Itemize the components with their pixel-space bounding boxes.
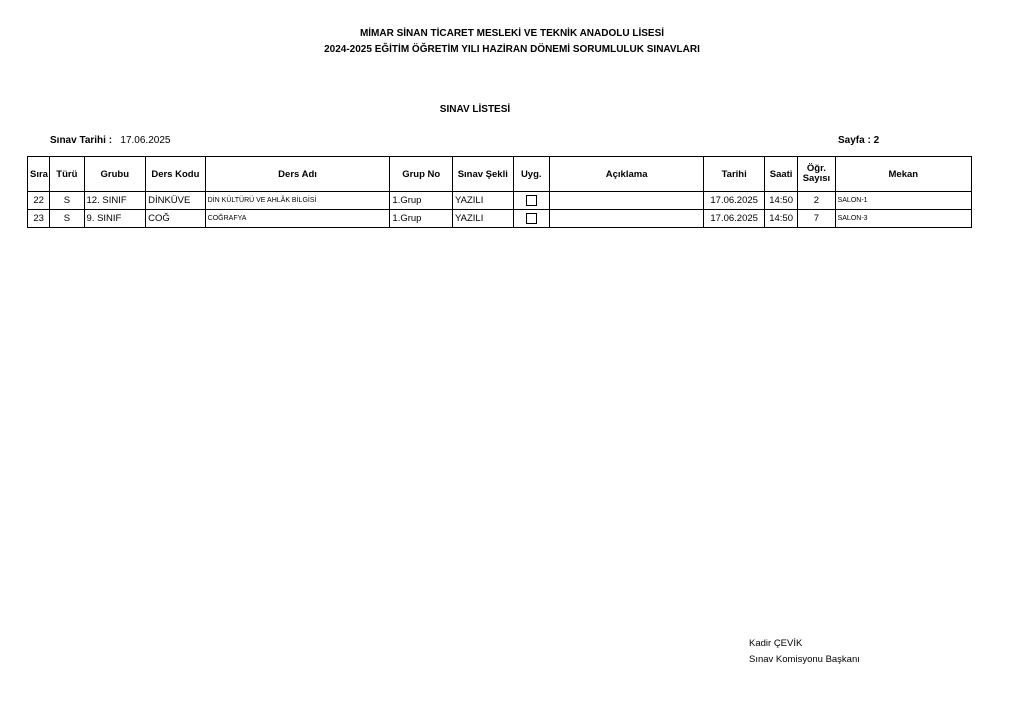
- cell-sinav-sekli: YAZILI: [453, 192, 514, 210]
- cell-saati: 14:50: [764, 210, 797, 228]
- exam-date-label: Sınav Tarihi :: [50, 135, 113, 146]
- cell-ogr-sayisi: 7: [798, 210, 835, 228]
- cell-uyg: [513, 210, 549, 228]
- cell-tarihi: 17.06.2025: [704, 192, 765, 210]
- cell-ders-adi: COĞRAFYA: [205, 210, 390, 228]
- cell-sira: 22: [28, 192, 50, 210]
- col-grubu: Grubu: [84, 157, 146, 192]
- col-saati: Saati: [764, 157, 797, 192]
- uyg-checkbox[interactable]: [526, 213, 537, 224]
- list-title: SINAV LİSTESİ: [439, 104, 511, 115]
- cell-grubu: 12. SINIF: [84, 192, 146, 210]
- cell-grubu: 9. SINIF: [84, 210, 146, 228]
- uyg-checkbox[interactable]: [526, 195, 537, 206]
- cell-saati: 14:50: [764, 192, 797, 210]
- cell-tarihi: 17.06.2025: [704, 210, 765, 228]
- col-ogr-sayisi: [798, 157, 835, 192]
- col-grup-no: Grup No: [390, 157, 453, 192]
- cell-sinav-sekli: YAZILI: [453, 210, 514, 228]
- cell-ders-kodu: COĞ: [146, 210, 206, 228]
- cell-uyg: [513, 192, 549, 210]
- col-turu: Türü: [50, 157, 84, 192]
- col-sira: Sıra: [28, 157, 50, 192]
- page-label: Sayfa :: [838, 135, 871, 146]
- signature-title: Sınav Komisyonu Başkanı: [749, 654, 860, 665]
- col-aciklama: Açıklama: [549, 157, 703, 192]
- col-ogr-sayisi-line1: Öğr.: [806, 163, 826, 174]
- col-ders-kodu: Ders Kodu: [146, 157, 206, 192]
- page-value: 2: [873, 135, 880, 146]
- signature-name: Kadir ÇEVİK: [749, 638, 803, 649]
- cell-aciklama: [549, 210, 703, 228]
- cell-mekan: SALON-3: [835, 210, 971, 228]
- cell-turu: S: [50, 210, 84, 228]
- col-tarihi: Tarihi: [704, 157, 765, 192]
- exam-date: [50, 135, 170, 146]
- cell-ders-kodu: DİNKÜVE: [146, 192, 206, 210]
- col-ogr-sayisi-line2: Sayısı: [802, 173, 831, 184]
- cell-grup-no: 1.Grup: [390, 210, 453, 228]
- cell-aciklama: [549, 192, 703, 210]
- exam-period-title: 2024-2025 EĞİTİM ÖĞRETİM YILI HAZİRAN DÖNEMİ SORUMLULUK SINAVLARI: [324, 44, 700, 55]
- table-header-row: [28, 157, 972, 192]
- school-name: MİMAR SİNAN TİCARET MESLEKİ VE TEKNİK ANADOLU LİSESİ: [359, 28, 665, 39]
- cell-grup-no: 1.Grup: [390, 192, 453, 210]
- col-ders-adi: Ders Adı: [205, 157, 390, 192]
- cell-sira: 23: [28, 210, 50, 228]
- col-uyg: Uyg.: [513, 157, 549, 192]
- table-row: [28, 192, 972, 210]
- exam-table: [27, 156, 972, 228]
- cell-turu: S: [50, 192, 84, 210]
- cell-ogr-sayisi: 2: [798, 192, 835, 210]
- col-sinav-sekli: Sınav Şekli: [453, 157, 514, 192]
- table-row: [28, 210, 972, 228]
- page-number: [838, 135, 879, 146]
- exam-date-value: 17.06.2025: [120, 135, 171, 146]
- cell-ders-adi: DİN KÜLTÜRÜ VE AHLÂK BİLGİSİ: [205, 192, 390, 210]
- col-mekan: Mekan: [835, 157, 971, 192]
- cell-mekan: SALON-1: [835, 192, 971, 210]
